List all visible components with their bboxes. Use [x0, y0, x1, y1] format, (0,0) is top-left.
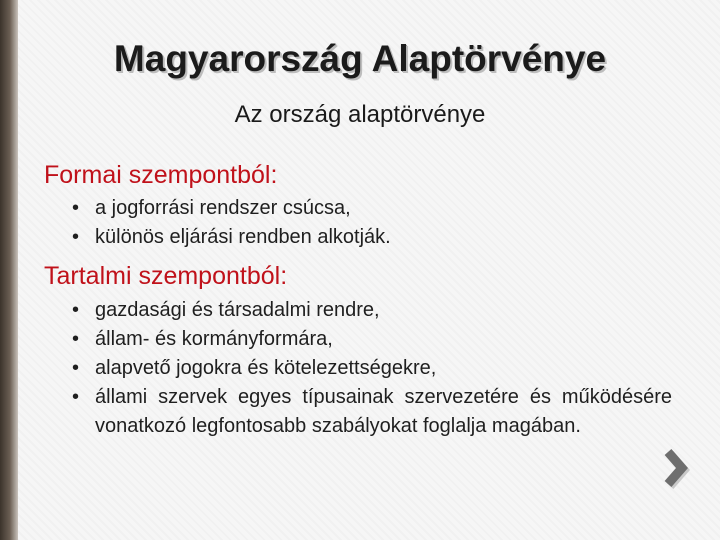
left-decorative-bar	[0, 0, 18, 540]
list-item: • alapvető jogokra és kötelezettségekre,	[72, 354, 672, 383]
tartalmi-list	[72, 296, 672, 441]
slide-subtitle: Az ország alaptörvénye	[234, 101, 486, 128]
list-item: • a jogforrási rendszer csúcsa,	[72, 194, 672, 223]
list-item: • különös eljárási rendben alkotják.	[72, 223, 672, 252]
tartalmi-heading: Tartalmi szempontból:	[44, 262, 288, 290]
list-item: • állami szervek egyes típusainak szervezetére és működésére vonatkozó legfontosabb szabályokat foglalja magában.	[72, 383, 672, 441]
list-item: • gazdasági és társadalmi rendre,	[72, 296, 672, 325]
list-item: • állam- és kormányformára,	[72, 325, 672, 354]
formai-list	[72, 194, 672, 252]
formai-heading: Formai szempontból:	[44, 161, 278, 189]
slide-title: Magyarország Alaptörvénye	[113, 38, 607, 79]
chevron-right-icon[interactable]	[660, 446, 690, 490]
